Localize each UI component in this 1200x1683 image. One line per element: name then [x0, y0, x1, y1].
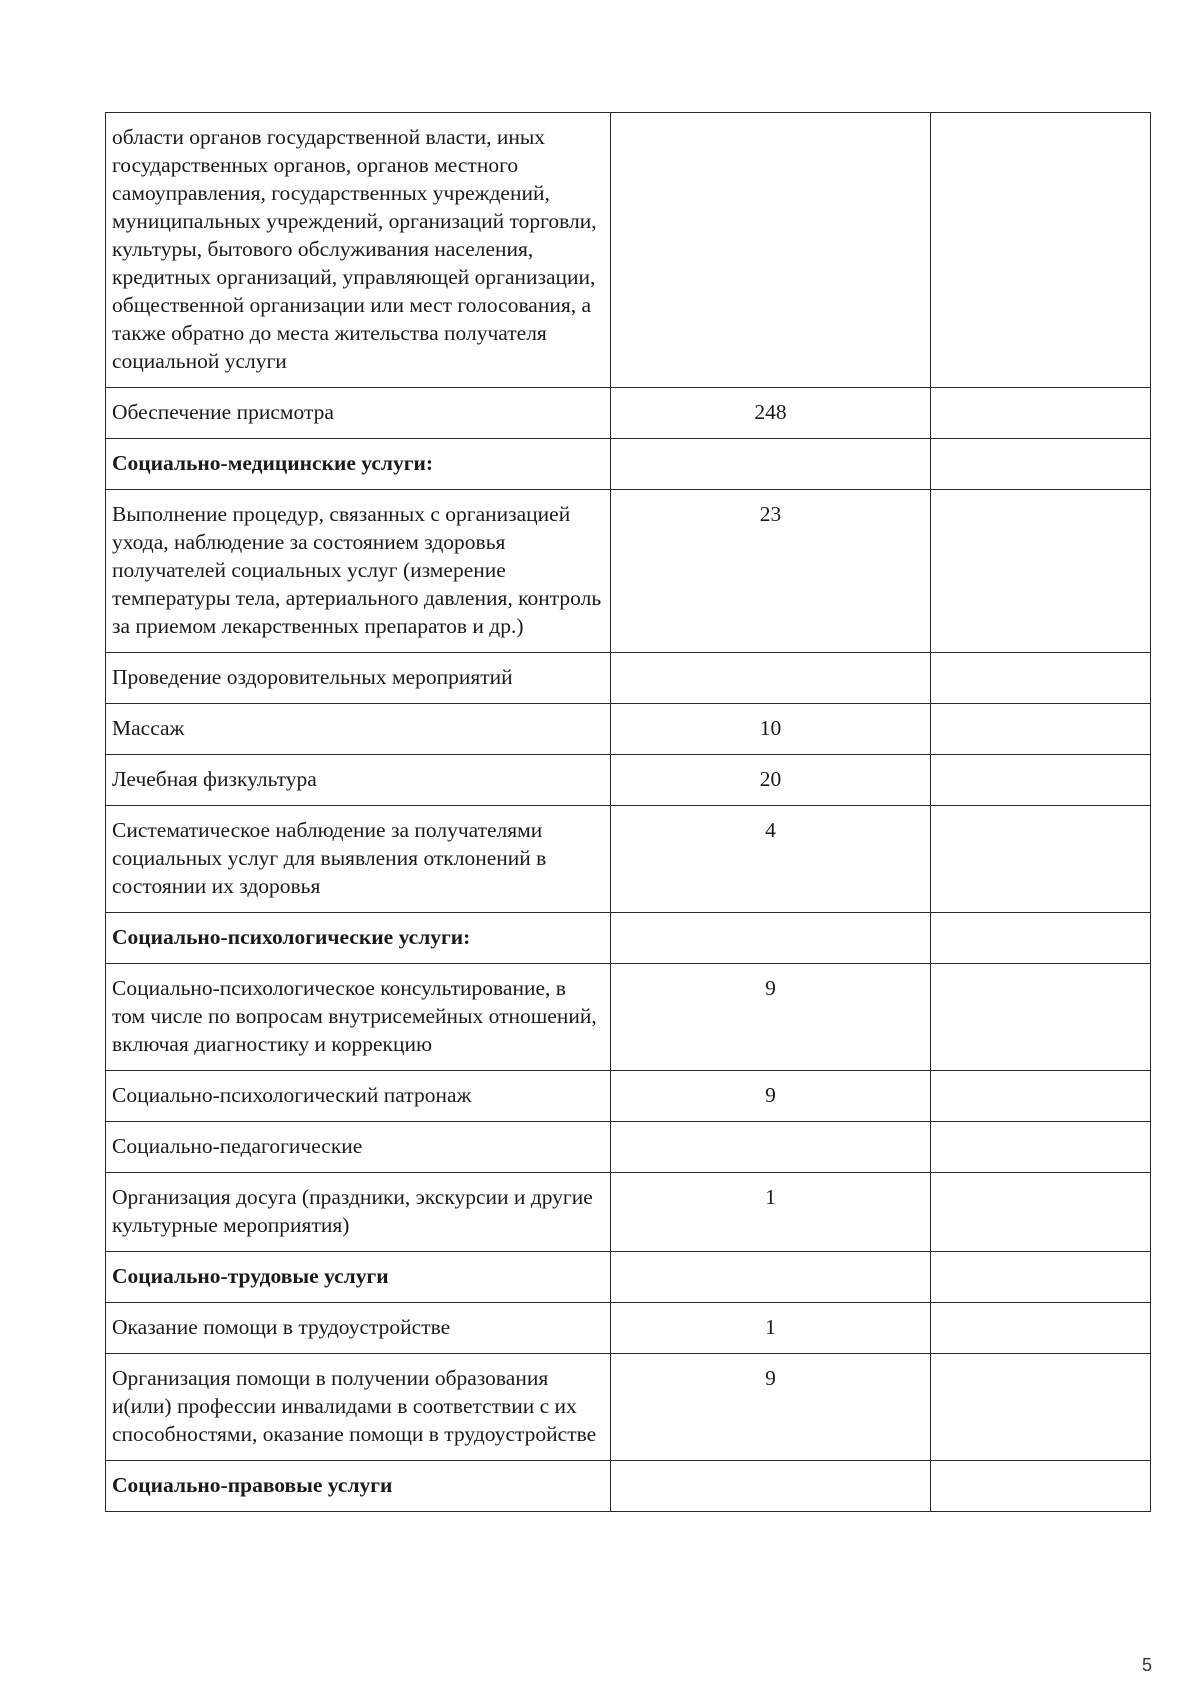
extra-cell [931, 653, 1151, 704]
service-name-cell: области органов государственной власти, иных государственных органов, органов местного самоуправления, государственных учреждений, муниципальных учреждений, организаций торговли, культуры, бытового обслуживания населения, кредитных организаций, управляющей организации, общественной организации или мест голосования, а также обратно до места жительства получателя социальной услуги [106, 113, 611, 388]
count-cell: 248 [611, 388, 931, 439]
table-row [106, 964, 1151, 1071]
table-row [106, 653, 1151, 704]
count-cell [611, 1461, 931, 1512]
count-cell [611, 113, 931, 388]
table-row [106, 113, 1151, 388]
section-header-cell: Социально-медицинские услуги: [106, 439, 611, 490]
count-cell [611, 653, 931, 704]
extra-cell [931, 1303, 1151, 1354]
extra-cell [931, 1252, 1151, 1303]
extra-cell [931, 1461, 1151, 1512]
table-row [106, 806, 1151, 913]
service-name-cell: Организация помощи в получении образования и(или) профессии инвалидами в соответствии с их способностями, оказание помощи в трудоустройстве [106, 1354, 611, 1461]
extra-cell [931, 1173, 1151, 1252]
service-name-cell: Социально-психологический патронаж [106, 1071, 611, 1122]
count-cell: 20 [611, 755, 931, 806]
service-name-cell: Обеспечение присмотра [106, 388, 611, 439]
count-cell: 1 [611, 1303, 931, 1354]
service-name-cell: Социально-педагогические [106, 1122, 611, 1173]
table-row [106, 388, 1151, 439]
extra-cell [931, 806, 1151, 913]
count-cell [611, 913, 931, 964]
extra-cell [931, 964, 1151, 1071]
count-cell: 9 [611, 1354, 931, 1461]
extra-cell [931, 1122, 1151, 1173]
section-header-row [106, 1461, 1151, 1512]
extra-cell [931, 490, 1151, 653]
section-header-cell: Социально-трудовые услуги [106, 1252, 611, 1303]
service-name-cell: Лечебная физкультура [106, 755, 611, 806]
extra-cell [931, 113, 1151, 388]
section-header-row [106, 1252, 1151, 1303]
table-row [106, 1122, 1151, 1173]
extra-cell [931, 439, 1151, 490]
service-name-cell: Социально-психологическое консультирование, в том числе по вопросам внутрисемейных отношений, включая диагностику и коррекцию [106, 964, 611, 1071]
table-row [106, 1354, 1151, 1461]
service-name-cell: Организация досуга (праздники, экскурсии и другие культурные мероприятия) [106, 1173, 611, 1252]
count-cell [611, 1252, 931, 1303]
extra-cell [931, 1071, 1151, 1122]
extra-cell [931, 913, 1151, 964]
page-number: 5 [1141, 1655, 1152, 1675]
count-cell [611, 1122, 931, 1173]
table-row [106, 755, 1151, 806]
count-cell: 4 [611, 806, 931, 913]
section-header-row [106, 913, 1151, 964]
section-header-cell: Социально-психологические услуги: [106, 913, 611, 964]
count-cell: 10 [611, 704, 931, 755]
table-row [106, 704, 1151, 755]
count-cell: 1 [611, 1173, 931, 1252]
extra-cell [931, 388, 1151, 439]
services-table-body [106, 113, 1151, 1512]
table-row [106, 1071, 1151, 1122]
count-cell: 9 [611, 1071, 931, 1122]
service-name-cell: Систематическое наблюдение за получателями социальных услуг для выявления отклонений в состоянии их здоровья [106, 806, 611, 913]
extra-cell [931, 755, 1151, 806]
table-row [106, 1303, 1151, 1354]
service-name-cell: Оказание помощи в трудоустройстве [106, 1303, 611, 1354]
extra-cell [931, 1354, 1151, 1461]
section-header-cell: Социально-правовые услуги [106, 1461, 611, 1512]
section-header-row [106, 439, 1151, 490]
table-row [106, 1173, 1151, 1252]
count-cell: 23 [611, 490, 931, 653]
count-cell: 9 [611, 964, 931, 1071]
service-name-cell: Массаж [106, 704, 611, 755]
service-name-cell: Проведение оздоровительных мероприятий [106, 653, 611, 704]
table-row [106, 490, 1151, 653]
service-name-cell: Выполнение процедур, связанных с организацией ухода, наблюдение за состоянием здоровья получателей социальных услуг (измерение температуры тела, артериального давления, контроль за приемом лекарственных препаратов и др.) [106, 490, 611, 653]
count-cell [611, 439, 931, 490]
extra-cell [931, 704, 1151, 755]
services-table [105, 112, 1151, 1512]
